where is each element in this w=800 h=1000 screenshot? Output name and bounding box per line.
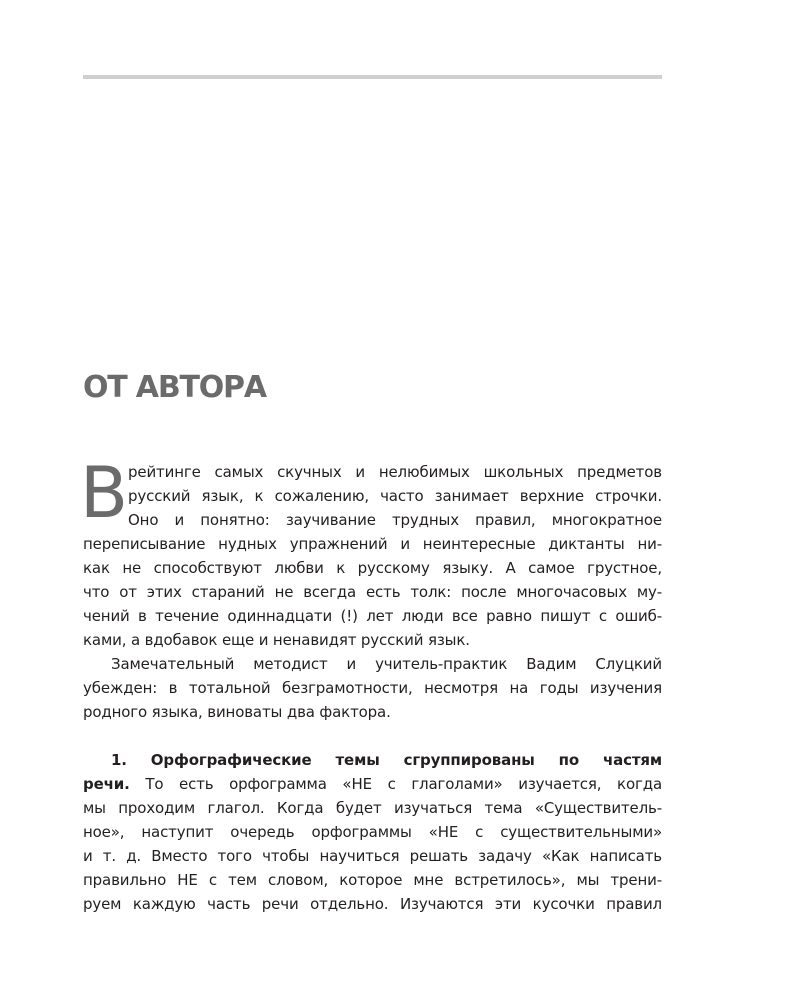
point-one-heading-end: речи. — [83, 775, 130, 793]
text-line: Замечательный методист и учитель-практик Вадим Слуцкий — [111, 655, 662, 673]
body-text — [80, 452, 662, 916]
point-one-paragraph — [83, 748, 662, 916]
point-one-heading: 1. Орфографические темы сгруппированы по частям — [111, 751, 662, 769]
text-line: родного языка, виноваты два фактора. — [83, 703, 391, 721]
second-paragraph — [83, 652, 662, 724]
text-line: убежден: в тотальной безграмотности, несмотря на годы изучения — [83, 679, 662, 697]
text-line: и т. д. Вместо того чтобы научиться решать задачу «Как написать — [83, 847, 662, 865]
text-line: ное», наступит очередь орфограммы «НЕ с существительными» — [83, 823, 662, 841]
text-line: ками, а вдобавок еще и ненавидят русский язык. — [83, 631, 470, 649]
text-line: мы проходим глагол. Когда будет изучаться тема «Существитель- — [83, 799, 662, 817]
text-line — [83, 772, 662, 796]
top-rule — [83, 75, 662, 79]
drop-cap: В — [80, 452, 129, 534]
text-line: рейтинге самых скучных и нелюбимых школьных предметов — [128, 463, 662, 481]
text-fragment: То есть орфограмма «НЕ с глаголами» изучается, когда — [129, 775, 662, 793]
paragraph-gap — [83, 724, 662, 748]
text-line: правильно НЕ с тем словом, которое мне встретилось», мы трени- — [83, 871, 662, 889]
intro-paragraph — [80, 452, 662, 652]
text-line — [83, 748, 662, 772]
text-line: как не способствуют любви к русскому языку. А самое грустное, — [83, 559, 662, 577]
text-line: переписывание нудных упражнений и неинтересные диктанты ни- — [83, 535, 662, 553]
text-line: русский язык, к сожалению, часто занимает верхние строчки. — [128, 487, 662, 505]
text-line: чений в течение одиннадцати (!) лет люди все равно пишут с ошиб- — [83, 607, 662, 625]
text-line: руем каждую часть речи отдельно. Изучаются эти кусочки правил — [83, 895, 662, 913]
chapter-title: ОТ АВТОРА — [83, 370, 266, 405]
text-line: что от этих стараний не всегда есть толк: после многочасовых му- — [83, 583, 662, 601]
text-line: Оно и понятно: заучивание трудных правил, многократное — [128, 511, 662, 529]
